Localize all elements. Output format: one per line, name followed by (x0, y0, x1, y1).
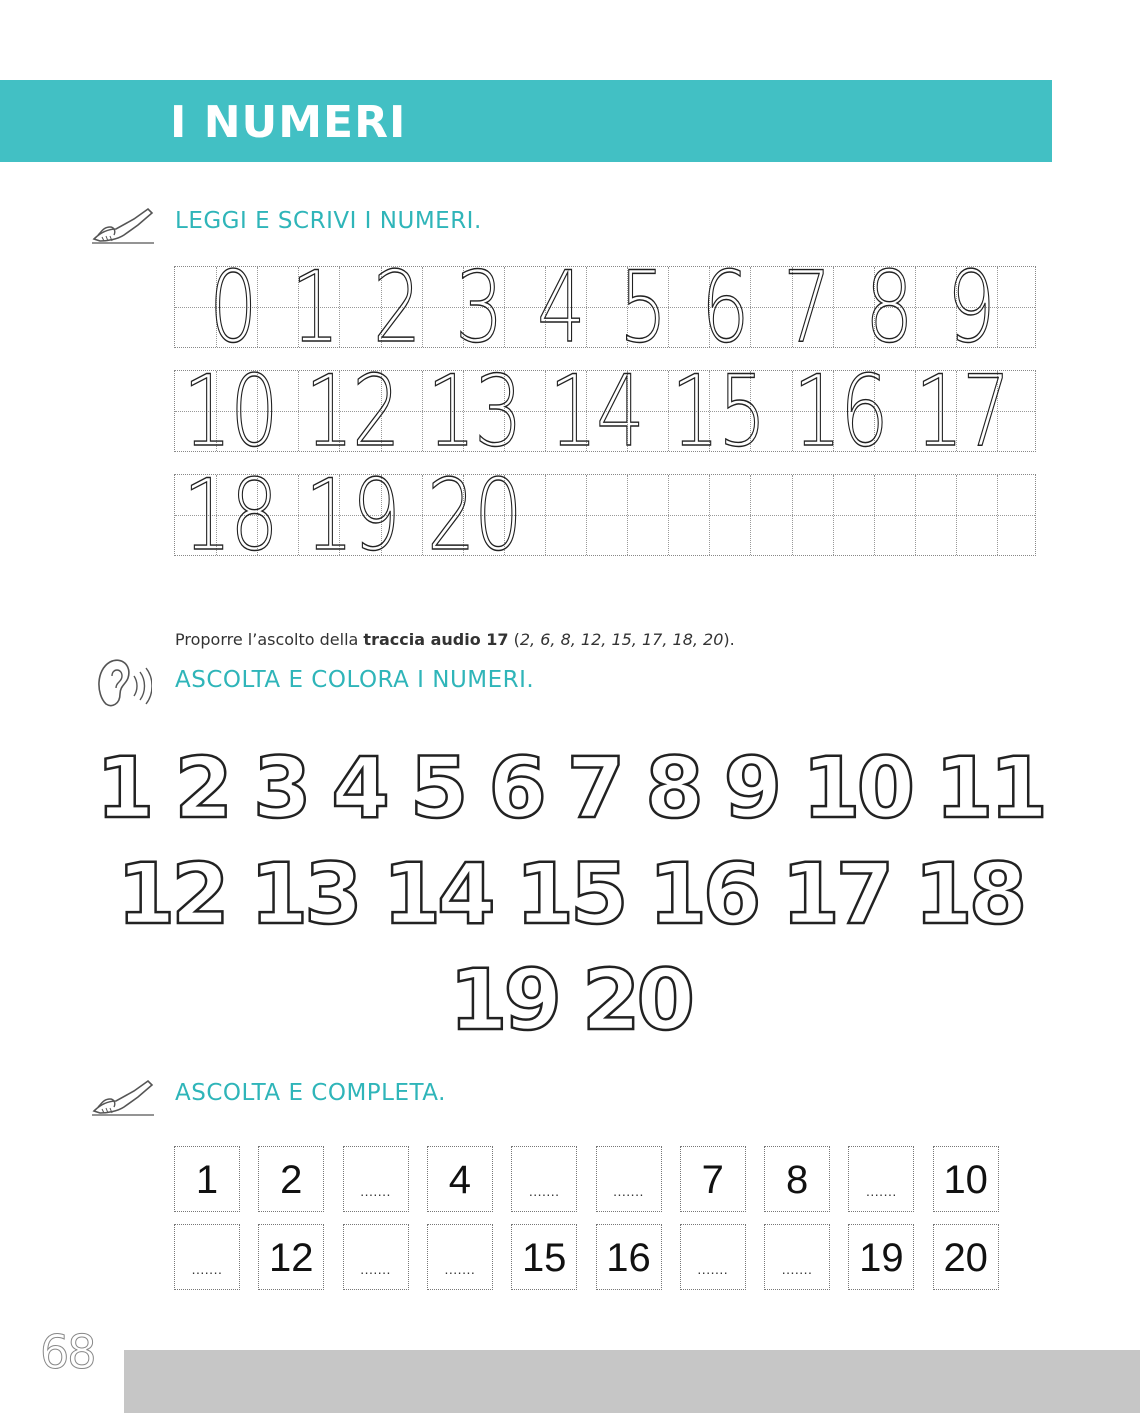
trace-number[interactable]: 17 (915, 355, 1010, 469)
writing-hand-icon (90, 1077, 156, 1119)
trace-number[interactable]: 20 (427, 459, 522, 573)
grid-line (298, 475, 299, 555)
blank-answer-box[interactable]: ....... (343, 1224, 409, 1290)
colorable-number[interactable]: 11 (935, 739, 1044, 837)
grid-line (586, 475, 587, 555)
colorable-number[interactable]: 3 (252, 739, 308, 837)
trace-row (174, 459, 1036, 573)
colorable-number[interactable]: 16 (648, 845, 758, 943)
grid-line (997, 267, 998, 347)
outline-number-row (0, 844, 1140, 944)
grid-line (792, 475, 793, 555)
grid-line (627, 475, 628, 555)
colorable-number[interactable]: 14 (382, 845, 492, 943)
colorable-number[interactable]: 18 (914, 845, 1024, 943)
colorable-number[interactable]: 2 (174, 739, 229, 837)
colorable-number[interactable]: 7 (566, 739, 622, 837)
blank-answer-box[interactable]: ....... (343, 1146, 409, 1212)
guide-line (175, 515, 1035, 516)
title-banner (0, 80, 1052, 162)
number-box: 4 (427, 1146, 493, 1212)
number-box: 2 (258, 1146, 324, 1212)
trace-number[interactable]: 1 (291, 251, 339, 365)
colorable-number[interactable]: 19 (449, 951, 558, 1049)
trace-number[interactable]: 12 (305, 355, 400, 469)
trace-number[interactable]: 16 (793, 355, 888, 469)
trace-number[interactable]: 5 (619, 251, 667, 365)
colorable-number[interactable]: 15 (515, 845, 625, 943)
colorable-number[interactable]: 6 (488, 739, 543, 837)
trace-number[interactable]: 4 (537, 251, 585, 365)
blank-answer-box[interactable]: ....... (848, 1146, 914, 1212)
number-box: 20 (933, 1224, 999, 1290)
colorable-number[interactable]: 20 (582, 951, 691, 1049)
trace-row (174, 251, 1036, 365)
grid-line (422, 371, 423, 451)
outline-number-row (0, 950, 1140, 1050)
number-box: 7 (680, 1146, 746, 1212)
trace-number[interactable]: 3 (455, 251, 503, 365)
grid-line (668, 475, 669, 555)
blank-answer-box[interactable]: ....... (764, 1224, 830, 1290)
colorable-number[interactable]: 5 (409, 739, 465, 837)
grid-line (956, 475, 957, 555)
trace-number[interactable]: 7 (783, 251, 831, 365)
colorable-number[interactable]: 9 (723, 739, 779, 837)
colorable-number[interactable]: 1 (96, 739, 151, 837)
colorable-number[interactable]: 10 (802, 739, 912, 837)
number-box: 8 (764, 1146, 830, 1212)
blank-answer-box[interactable]: ....... (174, 1224, 240, 1290)
outline-number-row (0, 738, 1140, 838)
blank-answer-box[interactable]: ....... (511, 1146, 577, 1212)
number-box: 15 (511, 1224, 577, 1290)
trace-number[interactable]: 9 (947, 251, 995, 365)
grid-line (257, 267, 258, 347)
page-title: I NUMERI (170, 97, 407, 148)
number-box: 1 (174, 1146, 240, 1212)
grid-line (750, 475, 751, 555)
grid-line (915, 267, 916, 347)
grid-line (874, 475, 875, 555)
grid-line (750, 267, 751, 347)
trace-number[interactable]: 13 (427, 355, 522, 469)
number-box: 19 (848, 1224, 914, 1290)
grid-line (915, 475, 916, 555)
grid-line (586, 267, 587, 347)
instruction-listen-complete: ASCOLTA E COMPLETA. (175, 1080, 446, 1106)
trace-number[interactable]: 10 (183, 355, 278, 469)
colorable-number[interactable]: 17 (781, 845, 891, 943)
colorable-number[interactable]: 13 (249, 845, 359, 943)
number-box: 10 (933, 1146, 999, 1212)
blank-answer-box[interactable]: ....... (427, 1224, 493, 1290)
colorable-number[interactable]: 8 (645, 739, 700, 837)
teacher-note: Proporre l’ascolto della traccia audio 17 (2, 6, 8, 12, 15, 17, 18, 20). (175, 630, 735, 649)
trace-number[interactable]: 19 (305, 459, 400, 573)
page-number: 68 (40, 1325, 95, 1379)
writing-hand-icon (90, 205, 156, 247)
blank-answer-box[interactable]: ....... (596, 1146, 662, 1212)
grid-line (339, 267, 340, 347)
grid-line (668, 267, 669, 347)
grid-line (545, 475, 546, 555)
grid-line (833, 475, 834, 555)
trace-number[interactable]: 8 (865, 251, 913, 365)
colorable-number[interactable]: 12 (116, 845, 226, 943)
trace-number[interactable]: 6 (701, 251, 749, 365)
grid-line (545, 371, 546, 451)
grid-line (997, 475, 998, 555)
instruction-listen-color: ASCOLTA E COLORA I NUMERI. (175, 667, 535, 693)
blank-answer-box[interactable]: ....... (680, 1224, 746, 1290)
trace-row (174, 355, 1036, 469)
instruction-read-write: LEGGI E SCRIVI I NUMERI. (175, 208, 482, 234)
grid-line (709, 475, 710, 555)
listening-ear-icon (92, 654, 152, 714)
trace-number[interactable]: 2 (373, 251, 421, 365)
footer-band (124, 1350, 1140, 1413)
number-box: 12 (258, 1224, 324, 1290)
number-box: 16 (596, 1224, 662, 1290)
trace-number[interactable]: 0 (209, 251, 257, 365)
trace-number[interactable]: 15 (671, 355, 766, 469)
grid-line (422, 267, 423, 347)
trace-number[interactable]: 14 (549, 355, 644, 469)
grid-line (298, 371, 299, 451)
grid-line (833, 267, 834, 347)
grid-line (504, 267, 505, 347)
grid-line (422, 475, 423, 555)
colorable-number[interactable]: 4 (331, 739, 386, 837)
trace-number[interactable]: 18 (183, 459, 278, 573)
grid-line (668, 371, 669, 451)
